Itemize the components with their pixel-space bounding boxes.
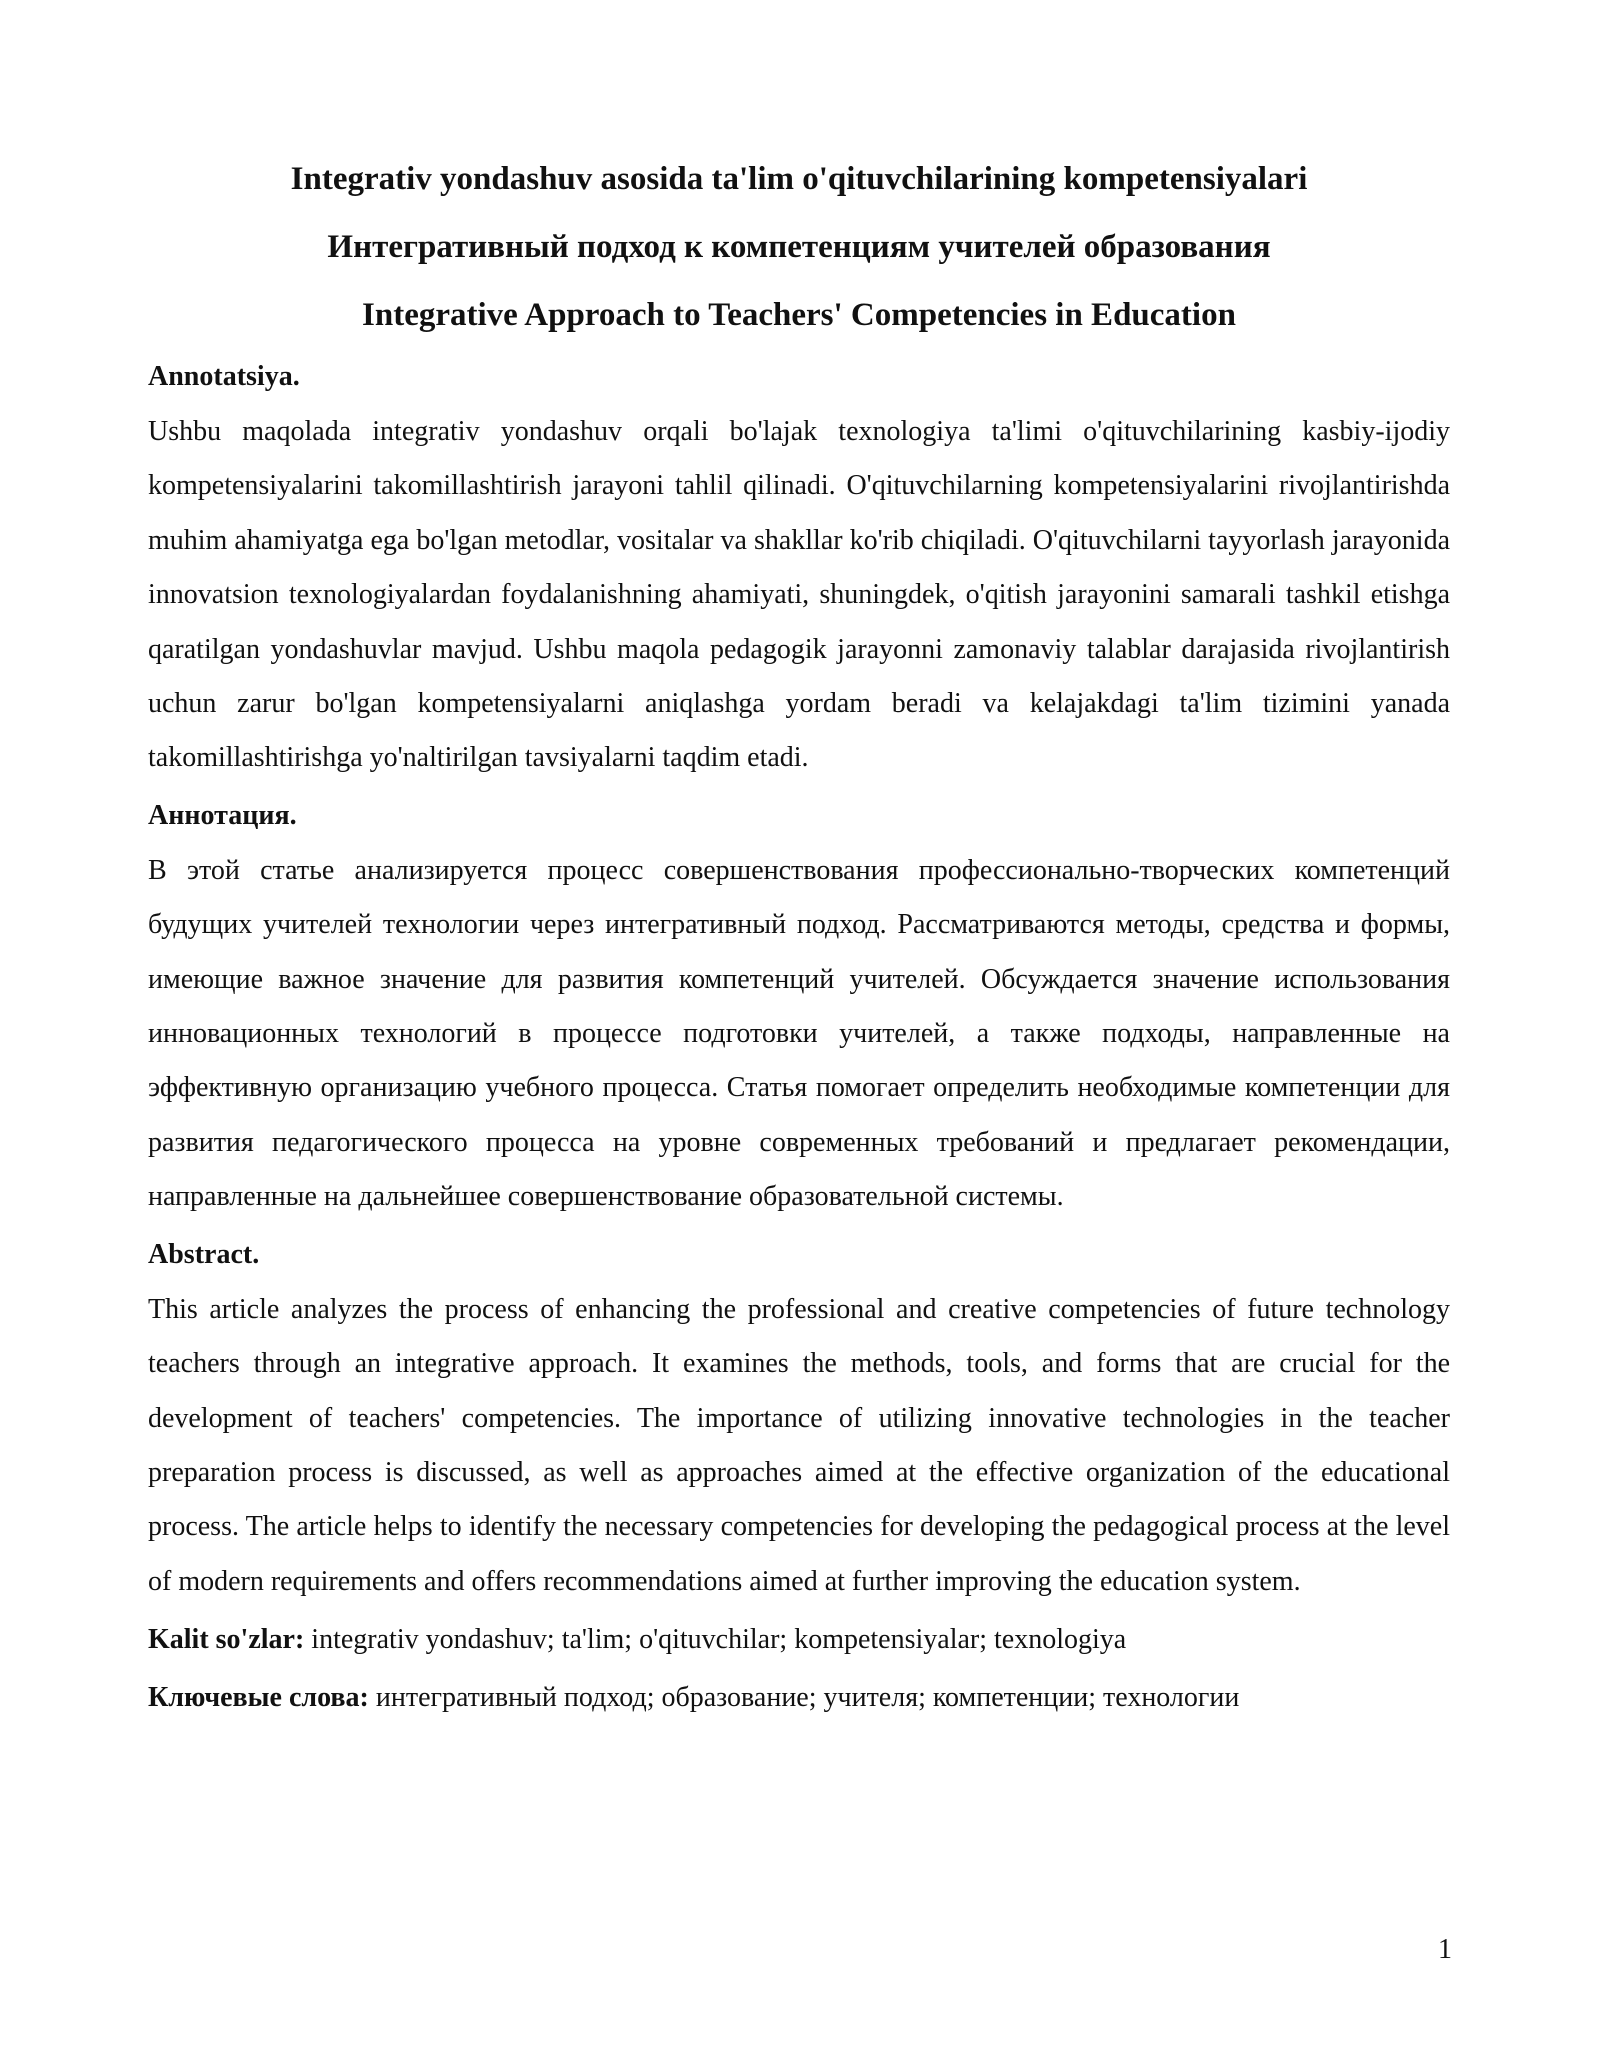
page-number: 1	[1438, 1934, 1452, 1965]
keywords-uz	[148, 1611, 1450, 1669]
annotation-uz-text: Ushbu maqolada integrativ yondashuv orqali bo'lajak texnologiya ta'limi o'qituvchilarining kasbiy-ijodiy kompetensiyalarini takomillashtirish jarayoni tahlil qilinadi. O'qituvchilarning kompetensiyalarini rivojlantirishda muhim ahamiyatga ega bo'lgan metodlar, vositalar va shakllar ko'rib chiqiladi. O'qituvchilarni tayyorlash jarayonida innovatsion texnologiyalardan foydalanishning ahamiyati, shuningdek, o'qitish jarayonini samarali tashkil etishga qaratilgan yondashuvlar mavjud. Ushbu maqola pedagogik jarayonni zamonaviy talablar darajasida rivojlantirish uchun zarur bo'lgan kompetensiyalarni aniqlashga yordam beradi va kelajakdagi ta'lim tizimini yanada takomillashtirishga yo'naltirilgan tavsiyalarni taqdim etadi.	[148, 416, 1450, 774]
title-uz: Integrativ yondashuv asosida ta'lim o'qituvchilarining kompetensiyalari	[290, 161, 1308, 197]
abstract-en-text: This article analyzes the process of enhancing the professional and creative competencies of future technology teachers through an integrative approach. It examines the methods, tools, and forms that are crucial for the development of teachers' competencies. The importance of utilizing innovative technologies in the teacher preparation process is discussed, as well as approaches aimed at the effective organization of the educational process. The article helps to identify the necessary competencies for developing the pedagogical process at the level of modern requirements and offers recommendations aimed at further improving the education system.	[148, 1293, 1450, 1597]
title-ru: Интегративный подход к компетенциям учителей образования	[327, 229, 1271, 265]
keywords-uz-text: integrativ yondashuv; ta'lim; o'qituvchilar; kompetensiyalar; texnologiya	[304, 1624, 1127, 1656]
keywords-ru-text: интегративный подход; образование; учителя; компетенции; технологии	[368, 1682, 1240, 1714]
document-page	[148, 145, 1450, 1727]
abstract-en-heading: Abstract.	[148, 1238, 260, 1270]
keywords-ru	[148, 1669, 1450, 1727]
title-en: Integrative Approach to Teachers' Competencies in Education	[362, 297, 1236, 333]
annotation-ru-text: В этой статье анализируется процесс совершенствования профессионально-творческих компетенций будущих учителей технологии через интегративный подход. Рассматриваются методы, средства и формы, имеющие важное значение для развития компетенций учителей. Обсуждается значение использования инновационных технологий в процессе подготовки учителей, а также подходы, направленные на эффективную организацию учебного процесса. Статья помогает определить необходимые компетенции для развития педагогического процесса на уровне современных требований и предлагает рекомендации, направленные на дальнейшее совершенствование образовательной системы.	[148, 854, 1450, 1213]
keywords-uz-label: Kalit so'zlar:	[148, 1624, 305, 1656]
annotation-uz-heading: Annotatsiya.	[148, 361, 300, 392]
keywords-ru-label: Ключевые слова:	[148, 1682, 369, 1714]
annotation-ru-heading: Аннотация.	[148, 799, 297, 831]
